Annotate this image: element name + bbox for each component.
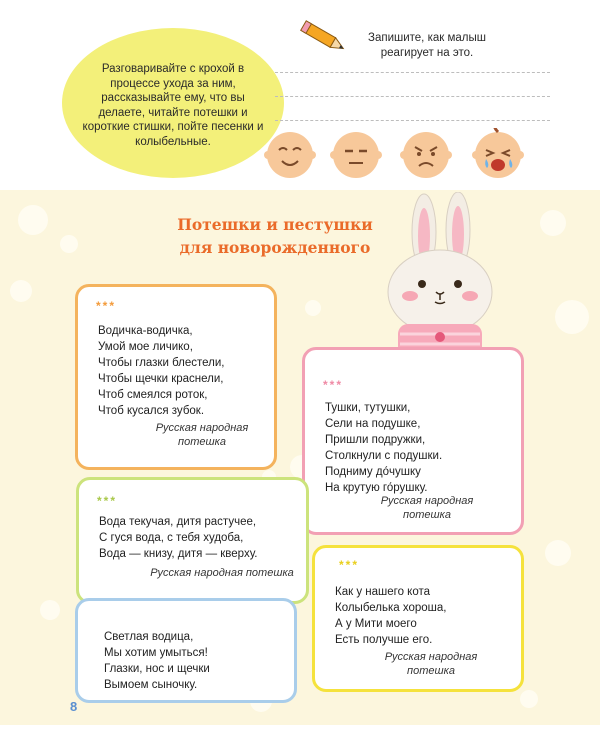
decor-dot [60,235,78,253]
poem-text: Светлая водица, Мы хотим умыться! Глазки, нос и щечки Вымоем сыночку. [104,631,210,691]
card-stars: *** [97,494,118,508]
poem-card-3 [76,477,309,604]
decor-dot [10,280,32,302]
bunny-illustration [378,192,503,362]
note-line[interactable] [275,120,550,121]
crying-face-icon [472,128,524,180]
poem-text: Водичка-водичка, Умой мое личико, Чтобы глазки блестели, Чтобы щечки краснели, Чтоб смеялся роток, Чтоб кусался зубок. [98,325,225,417]
decor-dot [305,300,321,316]
poem-attribution: Русская народная потешка [384,651,478,677]
poem-text: Вода текучая, дитя растучее, С гуся вода, с тебя худоба, Вода — книзу, дитя — кверху. [99,516,258,560]
angry-face-icon [400,128,452,180]
poem-attribution: Русская народная потешка [150,567,294,579]
poem-card-4 [312,545,524,692]
advice-text: Разговаривайте с крохой в процессе ухода за ним, рассказывайте ему, что вы делаете, читайте потешки и короткие стишки, пойте песенки и колыбельные. [82,63,264,148]
section-title-line-1: Потешки и пестушки [177,215,373,234]
poem-card-2 [302,347,524,535]
decor-dot [520,690,538,708]
page-number: 8 [70,699,78,714]
poem-text: Как у нашего кота Колыбелька хороша, А у Мити моего Есть получше его. [335,586,447,646]
decor-dot [540,210,566,236]
poem-attribution: Русская народная потешка [380,495,474,521]
poem-text: Тушки, тутушки, Сели на подушке, Пришли подружки, Столкнули с подушки. Подниму до́чушку На крутую го́рушку. [325,402,443,494]
poem-card-5 [75,598,297,703]
decor-dot [555,300,589,334]
note-line[interactable] [275,72,550,73]
decor-dot [18,205,48,235]
note-line[interactable] [275,96,550,97]
decor-dot [545,540,571,566]
notes-label: Запишите, как малыш реагирует на это. [368,32,486,59]
poem-card-1 [75,284,277,470]
poem-attribution: Русская народная потешка [155,422,249,448]
card-stars: *** [339,558,360,572]
neutral-face-icon [330,128,382,180]
card-stars: *** [323,378,344,392]
decor-dot [40,600,60,620]
card-stars: *** [96,299,117,313]
pencil-icon [296,18,352,58]
smiling-face-icon [264,128,316,180]
section-title [150,213,400,259]
section-title-line-2: для новорожденного [179,238,371,257]
